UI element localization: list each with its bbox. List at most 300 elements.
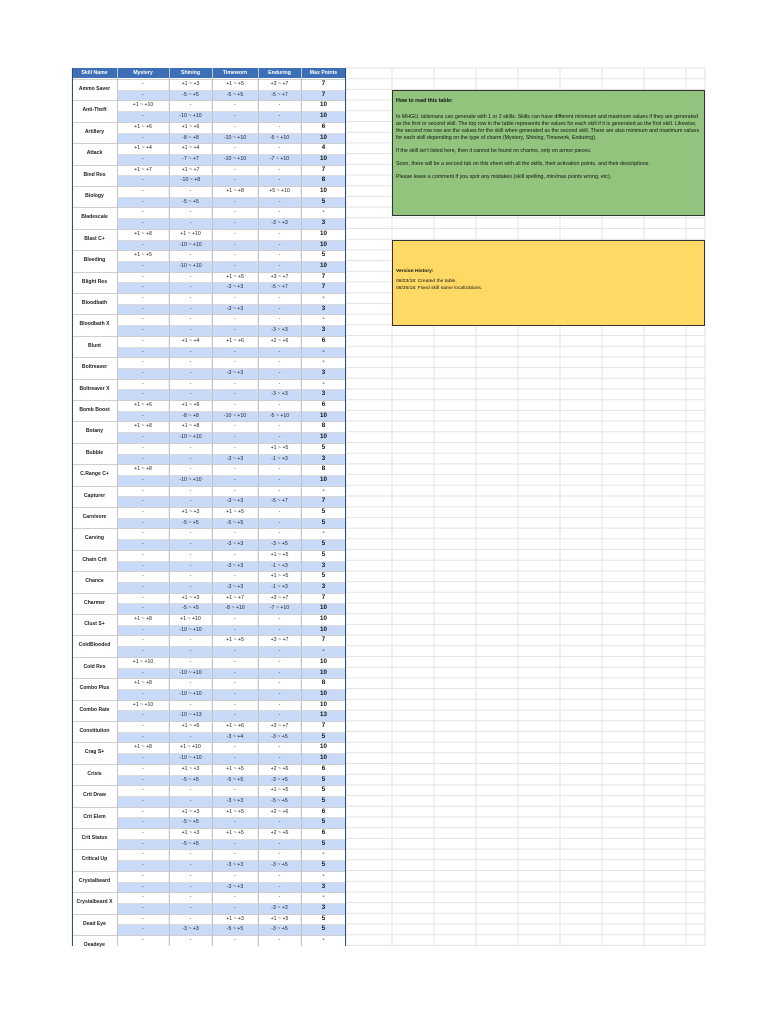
timeworn-cell[interactable]: +1 ~ +5 bbox=[226, 830, 244, 836]
timeworn-cell[interactable]: - bbox=[234, 626, 236, 633]
mystery-cell[interactable]: +1 ~ +8 bbox=[134, 466, 152, 473]
timeworn-cell[interactable]: +1 ~ +6 bbox=[226, 723, 244, 729]
shining-cell[interactable]: - bbox=[189, 327, 192, 334]
timeworn-cell[interactable]: -8 ~ +10 bbox=[225, 605, 245, 612]
max-points-cell[interactable]: 3 bbox=[321, 903, 326, 911]
max-points-cell[interactable]: 3 bbox=[321, 582, 326, 590]
timeworn-cell[interactable]: -3 ~ +3 bbox=[226, 305, 244, 312]
shining-cell[interactable]: -10 ~ +10 bbox=[179, 241, 202, 248]
timeworn-cell[interactable]: - bbox=[234, 616, 236, 622]
max-points-cell[interactable]: 13 bbox=[320, 711, 327, 719]
max-points-cell[interactable]: 5 bbox=[321, 775, 326, 783]
skill-name-cell[interactable]: Carving bbox=[72, 528, 117, 549]
enduring-cell[interactable]: - bbox=[278, 198, 281, 205]
enduring-cell[interactable]: -3 ~ +5 bbox=[271, 926, 288, 933]
max-points-cell[interactable]: 5 bbox=[321, 861, 326, 869]
timeworn-cell[interactable]: +1 ~ +3 bbox=[226, 915, 244, 922]
max-points-cell[interactable]: 3 bbox=[321, 561, 326, 569]
skill-name-cell[interactable]: Botany bbox=[72, 421, 117, 442]
skill-name-cell[interactable]: Crisis bbox=[72, 764, 117, 785]
mystery-cell[interactable]: - bbox=[142, 937, 144, 943]
shining-cell[interactable]: - bbox=[189, 220, 192, 227]
enduring-cell[interactable]: - bbox=[278, 423, 281, 430]
header-shining[interactable]: Shining bbox=[169, 68, 212, 78]
enduring-cell[interactable]: +1 ~ +5 bbox=[270, 787, 289, 794]
max-points-cell[interactable]: - bbox=[322, 936, 325, 943]
skill-name-cell[interactable]: Bladescale bbox=[72, 207, 117, 228]
timeworn-cell[interactable]: +1 ~ +5 bbox=[226, 509, 244, 515]
header-max-points[interactable]: Max Points bbox=[301, 68, 346, 78]
mystery-cell[interactable]: - bbox=[142, 851, 144, 858]
mystery-cell[interactable]: +1 ~ +8 bbox=[134, 423, 152, 430]
mystery-cell[interactable]: - bbox=[142, 327, 144, 334]
enduring-cell[interactable]: -5 ~ +7 bbox=[271, 498, 288, 505]
shining-cell[interactable]: - bbox=[189, 658, 192, 665]
shining-cell[interactable]: - bbox=[189, 541, 192, 548]
mystery-cell[interactable]: - bbox=[142, 391, 144, 398]
max-points-cell[interactable]: 7 bbox=[321, 80, 326, 87]
timeworn-cell[interactable]: - bbox=[234, 209, 236, 216]
enduring-cell[interactable]: - bbox=[278, 252, 281, 259]
enduring-cell[interactable]: - bbox=[278, 701, 281, 708]
max-points-cell[interactable]: 10 bbox=[320, 240, 327, 248]
enduring-cell[interactable]: -7 ~ +10 bbox=[269, 605, 290, 612]
shining-cell[interactable]: -8 ~ +8 bbox=[182, 412, 199, 419]
skill-name-cell[interactable]: Constitution bbox=[72, 721, 117, 742]
timeworn-cell[interactable]: +1 ~ +5 bbox=[226, 273, 244, 280]
timeworn-cell[interactable]: - bbox=[234, 487, 236, 494]
skill-name-cell[interactable]: Anti-Theft bbox=[72, 100, 117, 121]
enduring-cell[interactable]: - bbox=[278, 626, 281, 633]
timeworn-cell[interactable]: - bbox=[234, 241, 236, 248]
shining-cell[interactable]: - bbox=[189, 915, 192, 922]
max-points-cell[interactable]: 5 bbox=[321, 251, 326, 259]
mystery-cell[interactable]: - bbox=[142, 808, 144, 815]
enduring-cell[interactable]: - bbox=[278, 530, 281, 537]
max-points-cell[interactable]: 10 bbox=[320, 668, 327, 676]
shining-cell[interactable]: - bbox=[189, 701, 192, 708]
shining-cell[interactable]: -10 ~ +10 bbox=[179, 113, 202, 120]
mystery-cell[interactable]: - bbox=[142, 434, 144, 441]
shining-cell[interactable]: +1 ~ +8 bbox=[181, 423, 200, 430]
shining-cell[interactable]: - bbox=[189, 209, 192, 216]
timeworn-cell[interactable]: - bbox=[234, 327, 236, 334]
shining-cell[interactable]: - bbox=[189, 252, 192, 259]
enduring-cell[interactable]: +3 ~ +7 bbox=[270, 637, 289, 644]
enduring-cell[interactable]: - bbox=[278, 819, 281, 826]
enduring-cell[interactable]: - bbox=[278, 466, 281, 473]
max-points-cell[interactable]: 7 bbox=[321, 636, 326, 644]
shining-cell[interactable]: - bbox=[189, 573, 192, 580]
timeworn-cell[interactable]: -3 ~ +3 bbox=[226, 562, 244, 569]
timeworn-cell[interactable]: +1 ~ +8 bbox=[226, 188, 244, 194]
mystery-cell[interactable]: +1 ~ +8 bbox=[134, 230, 152, 237]
timeworn-cell[interactable]: - bbox=[234, 894, 236, 901]
shining-cell[interactable]: - bbox=[189, 305, 192, 312]
timeworn-cell[interactable]: - bbox=[234, 476, 236, 483]
timeworn-cell[interactable]: - bbox=[234, 840, 236, 847]
skill-name-cell[interactable]: Bind Res bbox=[72, 165, 117, 186]
skill-name-cell[interactable]: Blast C+ bbox=[72, 229, 117, 250]
enduring-cell[interactable]: - bbox=[278, 402, 281, 408]
enduring-cell[interactable]: - bbox=[278, 262, 281, 269]
max-points-cell[interactable]: 10 bbox=[320, 754, 327, 762]
shining-cell[interactable]: +1 ~ +3 bbox=[181, 509, 200, 515]
mystery-cell[interactable]: - bbox=[142, 648, 144, 655]
max-points-cell[interactable]: 8 bbox=[321, 465, 326, 473]
skill-name-cell[interactable]: ColdBlooded bbox=[72, 635, 117, 656]
shining-cell[interactable]: - bbox=[189, 872, 192, 879]
max-points-cell[interactable]: 4 bbox=[321, 144, 326, 152]
enduring-cell[interactable]: - bbox=[278, 241, 281, 248]
timeworn-cell[interactable]: - bbox=[234, 530, 236, 537]
enduring-cell[interactable]: +1 ~ +5 bbox=[270, 915, 289, 922]
shining-cell[interactable]: - bbox=[189, 851, 192, 858]
mystery-cell[interactable]: - bbox=[142, 509, 144, 515]
max-points-cell[interactable]: 5 bbox=[321, 540, 326, 548]
mystery-cell[interactable]: - bbox=[142, 198, 144, 205]
max-points-cell[interactable]: 5 bbox=[321, 197, 326, 205]
mystery-cell[interactable]: - bbox=[142, 872, 144, 879]
shining-cell[interactable]: - bbox=[189, 787, 192, 794]
header-mystery[interactable]: Mystery bbox=[117, 68, 169, 78]
timeworn-cell[interactable]: -3 ~ +3 bbox=[226, 284, 244, 291]
timeworn-cell[interactable]: -5 ~ +5 bbox=[226, 519, 244, 526]
shining-cell[interactable]: +1 ~ +3 bbox=[181, 765, 200, 772]
timeworn-cell[interactable]: - bbox=[234, 712, 236, 719]
mystery-cell[interactable]: - bbox=[142, 498, 144, 505]
enduring-cell[interactable]: -5 ~ +5 bbox=[271, 797, 288, 804]
skill-name-cell[interactable]: Blight Res bbox=[72, 272, 117, 293]
skill-name-cell[interactable]: Crystalbeard bbox=[72, 871, 117, 892]
shining-cell[interactable]: +1 ~ +10 bbox=[180, 744, 201, 751]
max-points-cell[interactable]: 7 bbox=[321, 722, 326, 729]
timeworn-cell[interactable]: - bbox=[234, 262, 236, 269]
timeworn-cell[interactable]: - bbox=[234, 380, 236, 387]
mystery-cell[interactable]: - bbox=[142, 883, 144, 890]
timeworn-cell[interactable]: -3 ~ +3 bbox=[226, 797, 244, 804]
timeworn-cell[interactable]: +1 ~ +6 bbox=[226, 337, 244, 344]
mystery-cell[interactable]: - bbox=[142, 819, 144, 826]
mystery-cell[interactable]: +1 ~ +10 bbox=[132, 701, 154, 708]
shining-cell[interactable]: +1 ~ +3 bbox=[181, 594, 200, 601]
timeworn-cell[interactable]: - bbox=[234, 359, 236, 366]
timeworn-cell[interactable]: -5 ~ +5 bbox=[226, 91, 244, 98]
skill-name-cell[interactable]: Ammo Saver bbox=[72, 79, 117, 100]
enduring-cell[interactable]: - bbox=[278, 230, 281, 237]
max-points-cell[interactable]: 10 bbox=[320, 700, 327, 708]
skill-name-cell[interactable]: Chain Crit bbox=[72, 550, 117, 571]
mystery-cell[interactable]: - bbox=[142, 359, 144, 366]
skill-name-cell[interactable]: Artillery bbox=[72, 122, 117, 143]
shining-cell[interactable]: - bbox=[189, 380, 192, 387]
shining-cell[interactable]: +1 ~ +3 bbox=[181, 808, 200, 815]
max-points-cell[interactable]: 6 bbox=[321, 764, 326, 772]
mystery-cell[interactable]: +1 ~ +7 bbox=[134, 166, 152, 173]
shining-cell[interactable]: +1 ~ +6 bbox=[181, 402, 200, 408]
shining-cell[interactable]: +1 ~ +4 bbox=[181, 337, 200, 344]
shining-cell[interactable]: - bbox=[189, 637, 192, 644]
skill-name-cell[interactable]: Charmer bbox=[72, 593, 117, 614]
shining-cell[interactable]: - bbox=[189, 733, 192, 740]
enduring-cell[interactable]: - bbox=[278, 509, 281, 515]
skill-name-cell[interactable]: Combo Plus bbox=[72, 678, 117, 699]
mystery-cell[interactable]: - bbox=[142, 541, 144, 548]
max-points-cell[interactable]: 6 bbox=[321, 336, 326, 344]
timeworn-cell[interactable]: - bbox=[234, 295, 236, 301]
skill-name-cell[interactable]: Blunt bbox=[72, 336, 117, 357]
max-points-cell[interactable]: 10 bbox=[320, 625, 327, 633]
enduring-cell[interactable]: +2 ~ +6 bbox=[270, 830, 289, 836]
shining-cell[interactable]: +1 ~ +7 bbox=[181, 166, 200, 173]
timeworn-cell[interactable]: - bbox=[234, 658, 236, 665]
mystery-cell[interactable]: +1 ~ +10 bbox=[132, 658, 154, 665]
max-points-cell[interactable]: 10 bbox=[320, 604, 327, 612]
skill-name-cell[interactable]: Bubble bbox=[72, 443, 117, 464]
mystery-cell[interactable]: - bbox=[142, 91, 144, 98]
max-points-cell[interactable]: 3 bbox=[321, 882, 326, 890]
timeworn-cell[interactable]: -3 ~ +3 bbox=[226, 862, 244, 869]
max-points-cell[interactable]: 10 bbox=[320, 101, 327, 109]
mystery-cell[interactable]: +1 ~ +8 bbox=[134, 680, 152, 687]
skill-name-cell[interactable]: Bloodbath bbox=[72, 293, 117, 314]
skill-name-cell[interactable]: Chance bbox=[72, 571, 117, 592]
max-points-cell[interactable]: 10 bbox=[320, 261, 327, 269]
shining-cell[interactable]: - bbox=[189, 562, 192, 569]
mystery-cell[interactable]: - bbox=[142, 797, 144, 804]
max-points-cell[interactable]: 7 bbox=[321, 497, 326, 505]
enduring-cell[interactable]: - bbox=[278, 348, 281, 355]
timeworn-cell[interactable]: - bbox=[234, 177, 236, 184]
max-points-cell[interactable]: 5 bbox=[321, 796, 326, 804]
enduring-cell[interactable]: - bbox=[278, 883, 281, 890]
mystery-cell[interactable]: - bbox=[142, 134, 144, 141]
timeworn-cell[interactable]: - bbox=[234, 316, 236, 323]
mystery-cell[interactable]: - bbox=[142, 273, 144, 280]
shining-cell[interactable]: +1 ~ +3 bbox=[181, 830, 200, 836]
enduring-cell[interactable]: - bbox=[278, 658, 281, 665]
shining-cell[interactable]: +1 ~ +6 bbox=[181, 723, 200, 729]
header-skill-name[interactable]: Skill Name bbox=[72, 68, 117, 78]
shining-cell[interactable]: -5 ~ +5 bbox=[182, 840, 199, 847]
max-points-cell[interactable]: - bbox=[322, 208, 325, 216]
shining-cell[interactable]: - bbox=[189, 680, 192, 687]
enduring-cell[interactable]: - bbox=[278, 102, 281, 109]
enduring-cell[interactable]: - bbox=[278, 123, 281, 130]
skill-name-cell[interactable]: Dead Eye bbox=[72, 914, 117, 935]
enduring-cell[interactable]: -1 ~ +3 bbox=[271, 455, 288, 462]
timeworn-cell[interactable]: +1 ~ +7 bbox=[226, 594, 244, 601]
shining-cell[interactable]: -10 ~ +10 bbox=[179, 690, 202, 697]
shining-cell[interactable]: -10 ~ +10 bbox=[179, 476, 202, 483]
timeworn-cell[interactable]: +1 ~ +5 bbox=[226, 81, 244, 87]
mystery-cell[interactable]: - bbox=[142, 530, 144, 537]
timeworn-cell[interactable]: -5 ~ +5 bbox=[226, 926, 244, 933]
shining-cell[interactable]: - bbox=[189, 284, 192, 291]
max-points-cell[interactable]: 5 bbox=[321, 732, 326, 740]
enduring-cell[interactable]: - bbox=[278, 359, 281, 366]
max-points-cell[interactable]: - bbox=[322, 315, 325, 323]
shining-cell[interactable]: - bbox=[189, 487, 192, 494]
max-points-cell[interactable]: 8 bbox=[321, 176, 326, 184]
mystery-cell[interactable]: - bbox=[142, 188, 144, 194]
mystery-cell[interactable]: - bbox=[142, 337, 144, 344]
max-points-cell[interactable]: 5 bbox=[321, 925, 326, 933]
max-points-cell[interactable]: - bbox=[322, 347, 325, 355]
skill-name-cell[interactable]: Boltreaver X bbox=[72, 379, 117, 400]
shining-cell[interactable]: -5 ~ +5 bbox=[182, 776, 199, 783]
skill-name-cell[interactable]: Combo Rate bbox=[72, 700, 117, 721]
mystery-cell[interactable]: - bbox=[142, 723, 144, 729]
shining-cell[interactable]: - bbox=[189, 273, 192, 280]
timeworn-cell[interactable]: - bbox=[234, 744, 236, 751]
max-points-cell[interactable]: 8 bbox=[321, 679, 326, 687]
shining-cell[interactable]: -5 ~ +5 bbox=[182, 519, 199, 526]
mystery-cell[interactable]: +1 ~ +5 bbox=[134, 252, 152, 259]
shining-cell[interactable]: - bbox=[189, 648, 192, 655]
enduring-cell[interactable]: +2 ~ +6 bbox=[270, 808, 289, 815]
shining-cell[interactable]: - bbox=[189, 904, 192, 911]
enduring-cell[interactable]: - bbox=[278, 166, 281, 173]
enduring-cell[interactable]: +1 ~ +5 bbox=[270, 551, 289, 558]
mystery-cell[interactable]: - bbox=[142, 583, 144, 590]
max-points-cell[interactable]: 5 bbox=[321, 572, 326, 580]
enduring-cell[interactable]: - bbox=[278, 851, 281, 858]
enduring-cell[interactable]: -5 ~ +7 bbox=[271, 284, 288, 291]
timeworn-cell[interactable]: - bbox=[234, 391, 236, 398]
header-enduring[interactable]: Enduring bbox=[258, 68, 301, 78]
timeworn-cell[interactable]: - bbox=[234, 166, 236, 173]
mystery-cell[interactable]: - bbox=[142, 380, 144, 387]
max-points-cell[interactable]: 10 bbox=[320, 133, 327, 141]
shining-cell[interactable]: - bbox=[189, 455, 192, 462]
enduring-cell[interactable]: -5 ~ +7 bbox=[271, 91, 288, 98]
mystery-cell[interactable]: - bbox=[142, 476, 144, 483]
mystery-cell[interactable]: - bbox=[142, 113, 144, 120]
timeworn-cell[interactable]: -5 ~ +5 bbox=[226, 776, 244, 783]
enduring-cell[interactable]: +1 ~ +5 bbox=[270, 444, 289, 451]
mystery-cell[interactable]: - bbox=[142, 573, 144, 580]
shining-cell[interactable]: - bbox=[189, 797, 192, 804]
skill-name-cell[interactable]: Critical Up bbox=[72, 849, 117, 870]
timeworn-cell[interactable]: -3 ~ +4 bbox=[226, 733, 244, 740]
mystery-cell[interactable]: +1 ~ +10 bbox=[132, 102, 154, 109]
enduring-cell[interactable]: - bbox=[278, 316, 281, 323]
shining-cell[interactable]: -10 ~ +13 bbox=[179, 712, 202, 719]
mystery-cell[interactable]: - bbox=[142, 209, 144, 216]
timeworn-cell[interactable]: -3 ~ +3 bbox=[226, 541, 244, 548]
shining-cell[interactable]: -10 ~ +10 bbox=[179, 262, 202, 269]
mystery-cell[interactable]: - bbox=[142, 733, 144, 740]
max-points-cell[interactable]: 7 bbox=[321, 90, 326, 98]
mystery-cell[interactable]: - bbox=[142, 712, 144, 719]
max-points-cell[interactable]: 3 bbox=[321, 326, 326, 334]
shining-cell[interactable]: -5 ~ +5 bbox=[182, 198, 199, 205]
mystery-cell[interactable]: +1 ~ +6 bbox=[134, 123, 152, 130]
shining-cell[interactable]: - bbox=[189, 359, 192, 366]
max-points-cell[interactable]: 7 bbox=[321, 165, 326, 173]
enduring-cell[interactable]: - bbox=[278, 755, 281, 762]
shining-cell[interactable]: - bbox=[189, 295, 192, 301]
shining-cell[interactable]: -8 ~ +8 bbox=[182, 134, 199, 141]
shining-cell[interactable]: -5 ~ +5 bbox=[182, 605, 199, 612]
enduring-cell[interactable]: - bbox=[278, 487, 281, 494]
max-points-cell[interactable]: - bbox=[322, 871, 325, 879]
enduring-cell[interactable]: -1 ~ +3 bbox=[271, 583, 288, 590]
timeworn-cell[interactable]: - bbox=[234, 755, 236, 762]
max-points-cell[interactable]: 6 bbox=[321, 807, 326, 815]
enduring-cell[interactable]: +3 ~ +7 bbox=[270, 81, 289, 87]
enduring-cell[interactable]: -7 ~ +10 bbox=[269, 155, 290, 162]
shining-cell[interactable]: +1 ~ +4 bbox=[181, 145, 200, 152]
mystery-cell[interactable]: - bbox=[142, 177, 144, 184]
shining-cell[interactable]: -10 ~ +8 bbox=[180, 177, 201, 184]
mystery-cell[interactable]: - bbox=[142, 840, 144, 847]
enduring-cell[interactable]: - bbox=[278, 369, 281, 376]
timeworn-cell[interactable]: - bbox=[234, 648, 236, 655]
mystery-cell[interactable]: - bbox=[142, 776, 144, 783]
shining-cell[interactable]: +1 ~ +6 bbox=[181, 123, 200, 130]
shining-cell[interactable]: - bbox=[189, 466, 192, 473]
mystery-cell[interactable]: - bbox=[142, 295, 144, 301]
timeworn-cell[interactable]: -3 ~ +3 bbox=[226, 583, 244, 590]
skill-name-cell[interactable]: Deadeye bbox=[72, 935, 117, 956]
timeworn-cell[interactable]: - bbox=[234, 423, 236, 430]
timeworn-cell[interactable]: - bbox=[234, 434, 236, 441]
timeworn-cell[interactable]: - bbox=[234, 466, 236, 473]
shining-cell[interactable]: -7 ~ +7 bbox=[182, 155, 199, 162]
mystery-cell[interactable]: - bbox=[142, 626, 144, 633]
timeworn-cell[interactable]: - bbox=[234, 851, 236, 858]
shining-cell[interactable]: - bbox=[189, 894, 192, 901]
shining-cell[interactable]: - bbox=[189, 348, 192, 355]
max-points-cell[interactable]: 10 bbox=[320, 229, 327, 237]
max-points-cell[interactable]: 5 bbox=[321, 518, 326, 526]
timeworn-cell[interactable]: - bbox=[234, 551, 236, 558]
shining-cell[interactable]: -5 ~ +5 bbox=[182, 91, 199, 98]
mystery-cell[interactable]: +1 ~ +6 bbox=[134, 402, 152, 408]
enduring-cell[interactable]: - bbox=[278, 669, 281, 676]
shining-cell[interactable]: +1 ~ +10 bbox=[180, 230, 201, 237]
max-points-cell[interactable]: 10 bbox=[320, 433, 327, 441]
mystery-cell[interactable]: - bbox=[142, 690, 144, 697]
mystery-cell[interactable]: - bbox=[142, 605, 144, 612]
skill-name-cell[interactable]: Clust S+ bbox=[72, 614, 117, 635]
max-points-cell[interactable]: 3 bbox=[321, 454, 326, 462]
shining-cell[interactable]: +1 ~ +10 bbox=[180, 616, 201, 622]
mystery-cell[interactable]: - bbox=[142, 862, 144, 869]
max-points-cell[interactable]: 6 bbox=[321, 829, 326, 836]
max-points-cell[interactable]: 5 bbox=[321, 914, 326, 922]
enduring-cell[interactable]: -3 ~ +3 bbox=[271, 904, 288, 911]
max-points-cell[interactable]: 10 bbox=[320, 689, 327, 697]
timeworn-cell[interactable]: - bbox=[234, 113, 236, 120]
skill-name-cell[interactable]: Bloodbath X bbox=[72, 314, 117, 335]
max-points-cell[interactable]: 10 bbox=[320, 154, 327, 162]
max-points-cell[interactable]: - bbox=[322, 529, 325, 537]
timeworn-cell[interactable]: - bbox=[234, 819, 236, 826]
mystery-cell[interactable]: - bbox=[142, 220, 144, 227]
timeworn-cell[interactable]: - bbox=[234, 787, 236, 794]
shining-cell[interactable]: - bbox=[189, 498, 192, 505]
shining-cell[interactable]: - bbox=[189, 369, 192, 376]
shining-cell[interactable]: +1 ~ +3 bbox=[181, 81, 200, 87]
shining-cell[interactable]: - bbox=[189, 937, 192, 943]
max-points-cell[interactable]: 3 bbox=[321, 219, 326, 227]
shining-cell[interactable]: - bbox=[189, 444, 192, 451]
mystery-cell[interactable]: - bbox=[142, 926, 144, 933]
enduring-cell[interactable]: +2 ~ +6 bbox=[270, 337, 289, 344]
